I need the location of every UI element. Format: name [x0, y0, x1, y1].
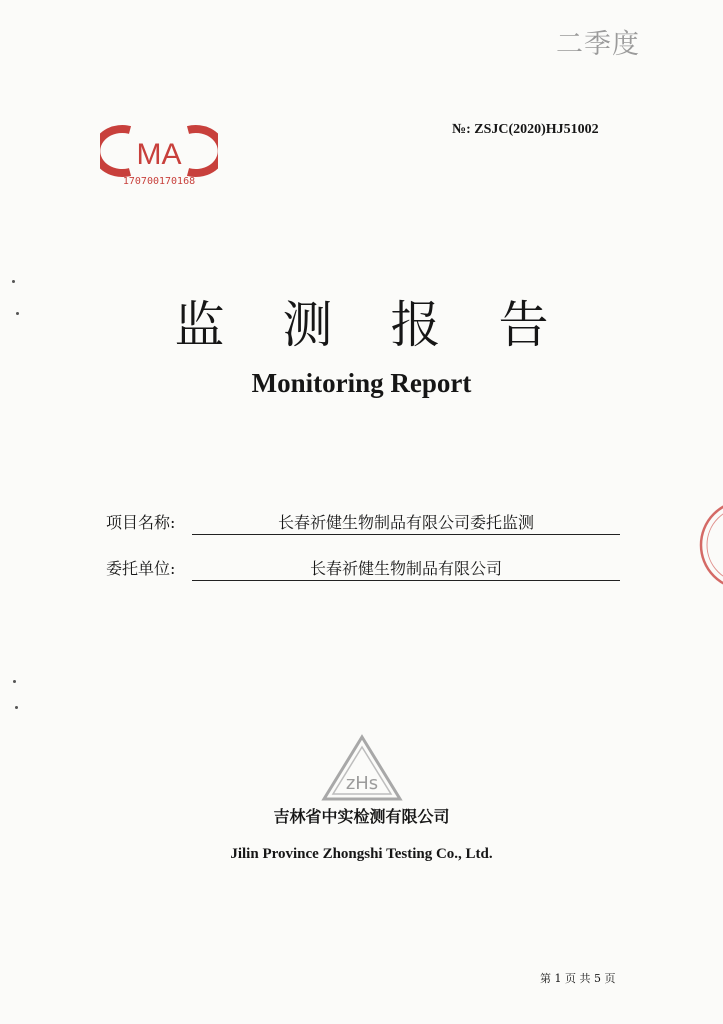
report-title-chinese: 监测报告	[174, 296, 607, 354]
cma-logo	[100, 116, 218, 188]
scan-speck	[15, 706, 18, 709]
zhs-company-logo	[321, 734, 403, 802]
cma-certificate-number: 170700170168	[122, 176, 196, 187]
client-unit-underline	[192, 556, 620, 581]
handwritten-note: 二季度	[556, 29, 640, 60]
client-unit-label: 委托单位:	[106, 559, 176, 578]
project-name-label: 项目名称:	[106, 513, 176, 532]
project-name-value: 长春祈健生物制品有限公司委托监测	[277, 513, 534, 532]
client-unit-value: 长春祈健生物制品有限公司	[309, 559, 502, 578]
company-name-chinese: 吉林省中实检测有限公司	[273, 807, 450, 826]
cma-logo-letters: MA	[136, 138, 182, 171]
partial-red-seal-icon	[690, 500, 723, 590]
report-number: №: ZSJC(2020)HJ51002	[452, 122, 599, 137]
page-number-footer: 第 1 页 共 5 页	[540, 972, 616, 985]
report-title-english: Monitoring Report	[251, 368, 472, 398]
project-name-underline	[192, 510, 620, 535]
scan-speck	[16, 312, 19, 315]
scan-speck	[12, 280, 15, 283]
zhs-logo-letters: zHs	[345, 773, 379, 794]
scan-speck	[13, 680, 16, 683]
company-name-english: Jilin Province Zhongshi Testing Co., Ltd.	[230, 846, 493, 862]
